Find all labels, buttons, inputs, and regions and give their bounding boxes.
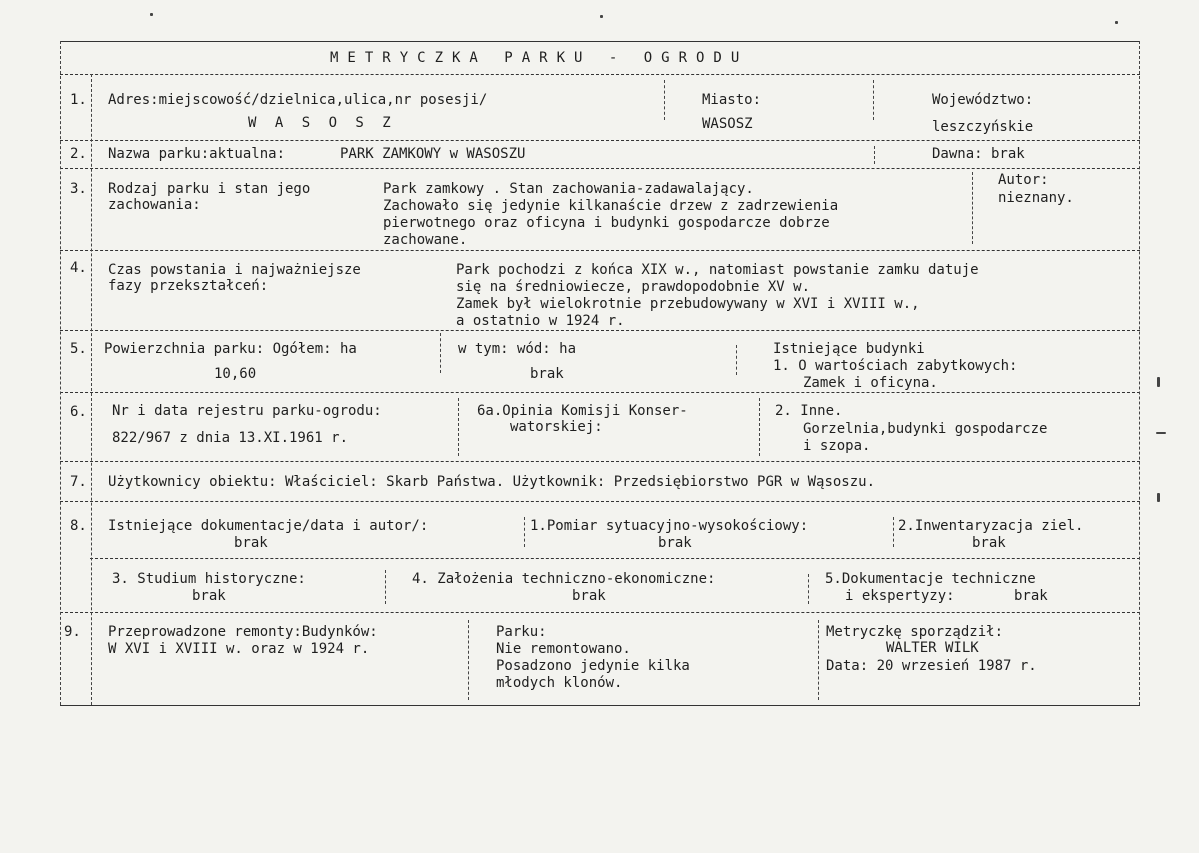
water-label: w tym: wód: ha [458,341,577,357]
row-number-5: 5. [70,341,87,357]
register-label: Nr i data rejestru parku-ogrodu: [112,403,382,419]
row-divider [60,461,1140,462]
top-border [60,41,1140,42]
column-divider [893,517,894,547]
history-label: Czas powstania i najważniejsze [108,262,361,278]
technical-docs-value: brak [1014,588,1048,604]
row-divider [60,612,1140,613]
sub-row-divider [90,558,1140,559]
opinion-label: watorskiej: [510,419,603,435]
water-value: brak [530,366,564,382]
park-repairs-line: Posadzono jedynie kilka [496,658,690,674]
row-divider [60,392,1140,393]
column-divider [458,398,459,456]
park-type-label: zachowania: [108,197,201,213]
paper-mark [1156,432,1166,434]
area-value: 10,60 [214,366,257,382]
technical-docs-label: 5.Dokumentacje techniczne [825,571,1036,587]
documentation-label: Istniejące dokumentacje/data i autor/: [108,518,429,534]
paper-speck [150,13,153,16]
history-line: Park pochodzi z końca XIX w., natomiast powstanie zamku datuje [456,262,979,278]
row-number-8: 8. [70,518,87,534]
other-label: 2. Inne. [775,403,843,419]
history-line: się na średniowiecze, prawdopodobnie XV w. [456,279,811,295]
row-number-3: 3. [70,181,87,197]
row-divider [60,250,1140,251]
city-label: Miasto: [702,92,762,108]
row-divider [60,74,1140,75]
repairs-value: W XVI i XVIII w. oraz w 1924 r. [108,641,370,657]
users-text: Użytkownicy obiektu: Właściciel: Skarb Państwa. Użytkownik: Przedsiębiorstwo PGR w Wąsoszu. [108,474,876,490]
history-study-value: brak [192,588,226,604]
bottom-border [60,705,1140,706]
inventory-label: 2.Inwentaryzacja ziel. [898,518,1084,534]
paper-mark [1157,377,1160,387]
paper-mark [1157,493,1160,502]
row-divider [60,168,1140,169]
park-condition-line: Park zamkowy . Stan zachowania-zadawalający. [383,181,754,197]
history-line: Zamek był wielokrotnie przebudowywany w XVI i XVIII w., [456,296,920,312]
row-number-7: 7. [70,474,87,490]
column-divider [874,146,875,164]
row-number-1: 1. [70,92,87,108]
row-number-9: 9. [64,624,81,640]
column-divider [759,398,760,456]
technical-docs-label: i ekspertyzy: [845,588,955,604]
column-divider [385,570,386,604]
park-condition-line: zachowane. [383,232,468,248]
former-name: Dawna: brak [932,146,1025,162]
address-value: W A S O S Z [248,115,396,131]
survey-label: 1.Pomiar sytuacyjno-wysokościowy: [530,518,809,534]
buildings-line: 1. O wartościach zabytkowych: [773,358,1018,374]
prepared-by-name: WALTER WILK [886,640,979,656]
area-label: Powierzchnia parku: Ogółem: ha [104,341,357,357]
left-border [60,41,61,705]
documentation-value: brak [234,535,268,551]
park-condition-line: pierwotnego oraz oficyna i budynki gospodarcze dobrze [383,215,830,231]
prepared-by-label: Metryczkę sporządził: [826,624,1004,640]
paper-speck [600,15,603,18]
other-line: i szopa. [803,438,871,454]
row-divider [60,501,1140,502]
park-repairs-line: młodych klonów. [496,675,623,691]
city-value: WASOSZ [702,116,753,132]
technical-assumptions-label: 4. Założenia techniczno-ekonomiczne: [412,571,716,587]
technical-assumptions-value: brak [572,588,606,604]
column-divider [873,80,874,120]
column-divider [818,620,819,700]
voivodeship-label: Województwo: [932,92,1034,108]
history-line: a ostatnio w 1924 r. [456,313,625,329]
column-divider [972,172,973,244]
opinion-label: 6a.Opinia Komisji Konser- [477,403,688,419]
column-divider [468,620,469,700]
buildings-line: Zamek i oficyna. [803,375,938,391]
buildings-title: Istniejące budynki [773,341,925,357]
park-repairs-label: Parku: [496,624,547,640]
park-type-label: Rodzaj parku i stan jego [108,181,311,197]
address-label: Adres:miejscowość/dzielnica,ulica,nr posesji/ [108,92,488,108]
author-value: nieznany. [998,190,1074,206]
park-condition-line: Zachowało się jedynie kilkanaście drzew z zadrzewienia [383,198,839,214]
paper-speck [1115,21,1118,24]
other-line: Gorzelnia,budynki gospodarcze [803,421,1048,437]
register-value: 822/967 z dnia 13.XI.1961 r. [112,430,349,446]
column-divider [736,345,737,375]
park-name-label: Nazwa parku:aktualna: [108,146,286,162]
row-divider [60,140,1140,141]
park-repairs-line: Nie remontowano. [496,641,631,657]
inventory-value: brak [972,535,1006,551]
right-border [1139,41,1140,705]
repairs-label: Przeprowadzone remonty:Budynków: [108,624,378,640]
column-divider [440,333,441,373]
column-divider [524,517,525,547]
survey-value: brak [658,535,692,551]
voivodeship-value: leszczyńskie [932,119,1034,135]
column-divider [808,574,809,604]
author-label: Autor: [998,172,1049,188]
prepared-date: Data: 20 wrzesień 1987 r. [826,658,1037,674]
row-number-4: 4. [70,260,87,276]
row-number-2: 2. [70,146,87,162]
card-title: METRYCZKA PARKU - OGRODU [330,50,749,66]
number-column-border [91,74,92,705]
history-study-label: 3. Studium historyczne: [112,571,306,587]
history-label: fazy przekształceń: [108,278,269,294]
row-number-6: 6. [70,404,87,420]
column-divider [664,80,665,120]
park-name-value: PARK ZAMKOWY w WASOSZU [340,146,526,162]
row-divider [60,330,1140,331]
